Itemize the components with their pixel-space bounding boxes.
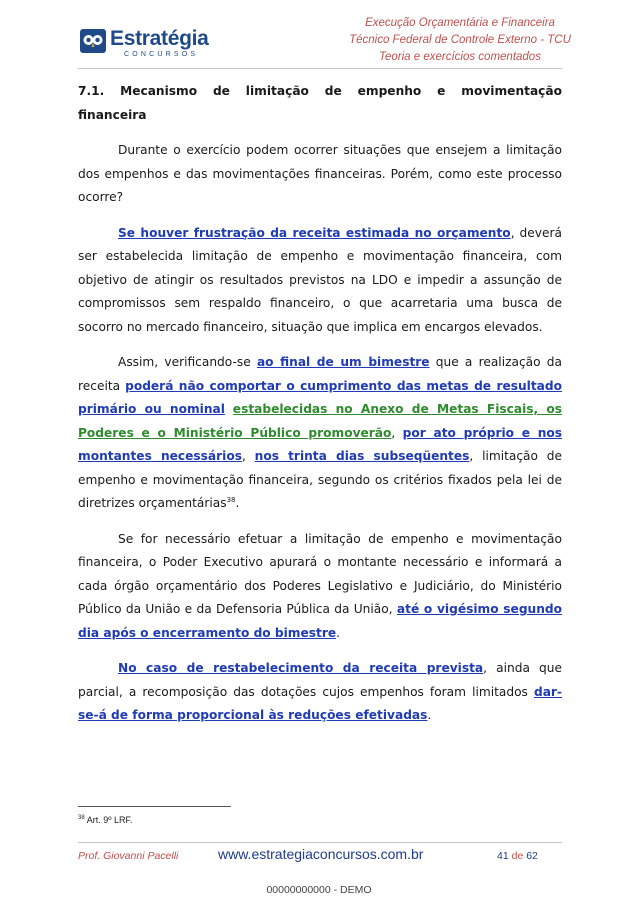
- paragraph-4: [78, 528, 562, 646]
- highlight-own-act: por ato próprio e nos montantes necessários: [78, 425, 563, 463]
- footnote: [78, 815, 133, 825]
- highlight-proportional: dar-se-á de forma proporcional às reduções efetivadas: [78, 684, 562, 722]
- logo-subtitle: CONCURSOS: [124, 51, 199, 58]
- footnote-number: 38: [78, 815, 85, 821]
- highlight-annex-metas: estabelecidas no Anexo de Metas Fiscais, os Poderes e o Ministério Público promoverão: [78, 402, 563, 440]
- page-number: [497, 850, 538, 862]
- main-content: [78, 80, 562, 728]
- owl-logo-icon: [80, 29, 106, 53]
- page-of: de: [511, 850, 524, 862]
- header-divider: [78, 68, 562, 69]
- page-header: [330, 15, 590, 66]
- demo-watermark: 00000000000 - DEMO: [266, 884, 372, 896]
- paragraph-5: [78, 657, 562, 728]
- text-run: .: [336, 625, 341, 640]
- footer-divider: [78, 842, 562, 843]
- text-run: que a realização da receita: [78, 355, 562, 393]
- highlight-revenue-restoration: No caso de restabelecimento da receita prevista: [118, 661, 484, 675]
- footer-website-link[interactable]: www.estrategiaconcursos.com.br: [218, 846, 424, 862]
- header-course: Execução Orçamentária e Financeira: [365, 17, 555, 29]
- text-run: [225, 402, 233, 416]
- footnote-reference[interactable]: 38: [226, 495, 236, 504]
- paragraph-2: [78, 222, 562, 340]
- footnote-divider: [78, 806, 231, 807]
- highlight-bimester-end: ao final de um bimestre: [256, 355, 430, 369]
- paragraph-2-text: , deverá ser estabelecida limitação de empenho e movimentação financeira, com objetivo de atingir os resultados previstos na LDO e impedir a assunção de compromissos sem respaldo financeiro, o que acarretaria uma busca de socorro no mercado financeiro, situação que implica em encargos elevados.: [78, 225, 562, 334]
- logo-wordmark: Estratégia: [110, 27, 209, 50]
- text-run: Assim, verificando-se: [118, 355, 257, 369]
- highlight-deadline: até o vigésimo segundo dia após o encerramento do bimestre: [78, 602, 562, 640]
- footer-author: Prof. Giovanni Pacelli: [78, 850, 179, 862]
- current-page: 41: [497, 850, 509, 862]
- text-run: Se for necessário efetuar a limitação de empenho e movimentação financeira, o Poder Executivo apurará o montante necessário e informará a cada órgão orçamentário dos Poderes Legislativo e Judiciário, do Ministério Público da União e da Defensoria Pública da União,: [78, 531, 562, 616]
- footnote-text: Art. 9º LRF.: [84, 815, 133, 825]
- highlight-fiscal-targets: poderá não comportar o cumprimento das metas de resultado primário ou nominal: [78, 378, 562, 416]
- text-run: ,: [241, 449, 255, 463]
- header-position: Técnico Federal de Controle Externo - TCU: [349, 34, 571, 46]
- paragraph-1: Durante o exercício podem ocorrer situações que ensejem a limitação dos empenhos e das movimentações financeiras. Porém, como este processo ocorre?: [78, 143, 562, 204]
- paragraph-3: [78, 351, 562, 516]
- section-title: 7.1. Mecanismo de limitação de empenho e movimentação: [78, 84, 562, 98]
- header-subtitle: Teoria e exercícios comentados: [379, 51, 541, 63]
- text-run: .: [235, 496, 240, 510]
- total-pages: 62: [526, 850, 538, 862]
- highlight-thirty-days: nos trinta dias subseqüentes: [254, 449, 470, 463]
- text-run: , limitação de empenho e movimentação financeira, segundo os critérios fixados pela lei de diretrizes orçamentárias: [78, 449, 562, 510]
- estrategia-logo: [80, 27, 210, 59]
- section-title-continued: financeira: [78, 107, 147, 122]
- highlight-revenue-frustration: Se houver frustração da receita estimada no orçamento: [118, 225, 511, 240]
- text-run: .: [427, 708, 432, 722]
- text-run: ,: [391, 425, 403, 440]
- text-run: , ainda que parcial, a recomposição das dotações cujos empenhos foram limitados: [78, 661, 562, 699]
